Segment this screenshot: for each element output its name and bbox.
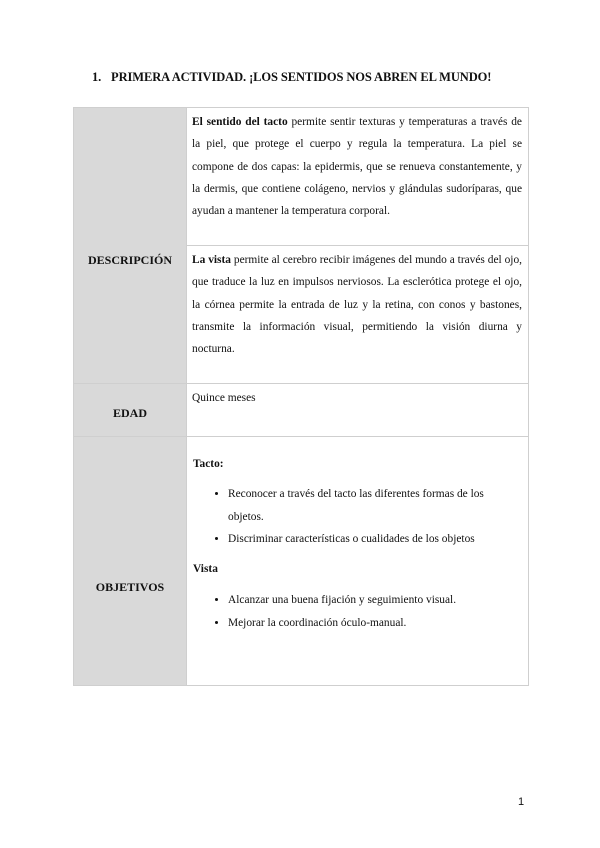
section-title: PRIMERA ACTIVIDAD. ¡LOS SENTIDOS NOS ABREN EL MUNDO! <box>111 70 492 84</box>
vista-description-lead: La vista <box>192 254 231 266</box>
section-heading <box>92 70 491 85</box>
list-item: • Discriminar características o cualidades de los objetos <box>228 528 522 550</box>
edad-label: EDAD <box>112 405 147 420</box>
page-number: 1 <box>518 796 525 808</box>
descripcion-label: DESCRIPCIÓN <box>87 253 172 267</box>
edad-row <box>74 384 529 437</box>
vista-objectives-list <box>193 589 522 634</box>
objetivos-label-cell <box>74 437 187 686</box>
vista-objectives-heading: Vista <box>193 563 218 576</box>
section-number: 1. <box>92 70 102 84</box>
tacto-description-text: permite sentir texturas y temperaturas a través de la piel, que protege el cuerpo y regula la temperatura. La piel se compone de dos capas: la epidermis, que se renueva constantemente, y la dermis, que contiene colágeno, nervios y glándulas sudoríparas, que ayudan a mantener la temperatura corporal. <box>192 116 522 218</box>
edad-value-cell <box>187 384 529 437</box>
objetivos-content-cell <box>187 437 529 686</box>
tacto-description-lead: El sentido del tacto <box>192 116 288 128</box>
edad-label-cell <box>74 384 187 437</box>
vista-description-text: permite al cerebro recibir imágenes del mundo a través del ojo, que traduce la luz en impulsos nerviosos. La esclerótica protege el ojo, la córnea permite la entrada de luz y la retina, con conos y bastones, transmite la información visual, permitiendo la visión diurna y nocturna. <box>192 254 522 356</box>
descripcion-row-tacto <box>74 108 529 246</box>
edad-value: Quince meses <box>192 392 256 404</box>
descripcion-label-cell <box>74 108 187 384</box>
tacto-objectives-heading: Tacto: <box>193 458 224 470</box>
objetivos-row <box>74 437 529 686</box>
activity-table <box>73 107 529 686</box>
tacto-description-cell <box>187 108 529 246</box>
vista-description-cell <box>187 246 529 384</box>
list-item: • Mejorar la coordinación óculo-manual. <box>228 612 522 634</box>
list-item: • Reconocer a través del tacto las diferentes formas de los objetos. <box>228 483 522 528</box>
tacto-objectives-list <box>193 483 522 550</box>
objetivos-label: OBJETIVOS <box>95 579 165 594</box>
list-item: • Alcanzar una buena fijación y seguimiento visual. <box>228 589 522 611</box>
